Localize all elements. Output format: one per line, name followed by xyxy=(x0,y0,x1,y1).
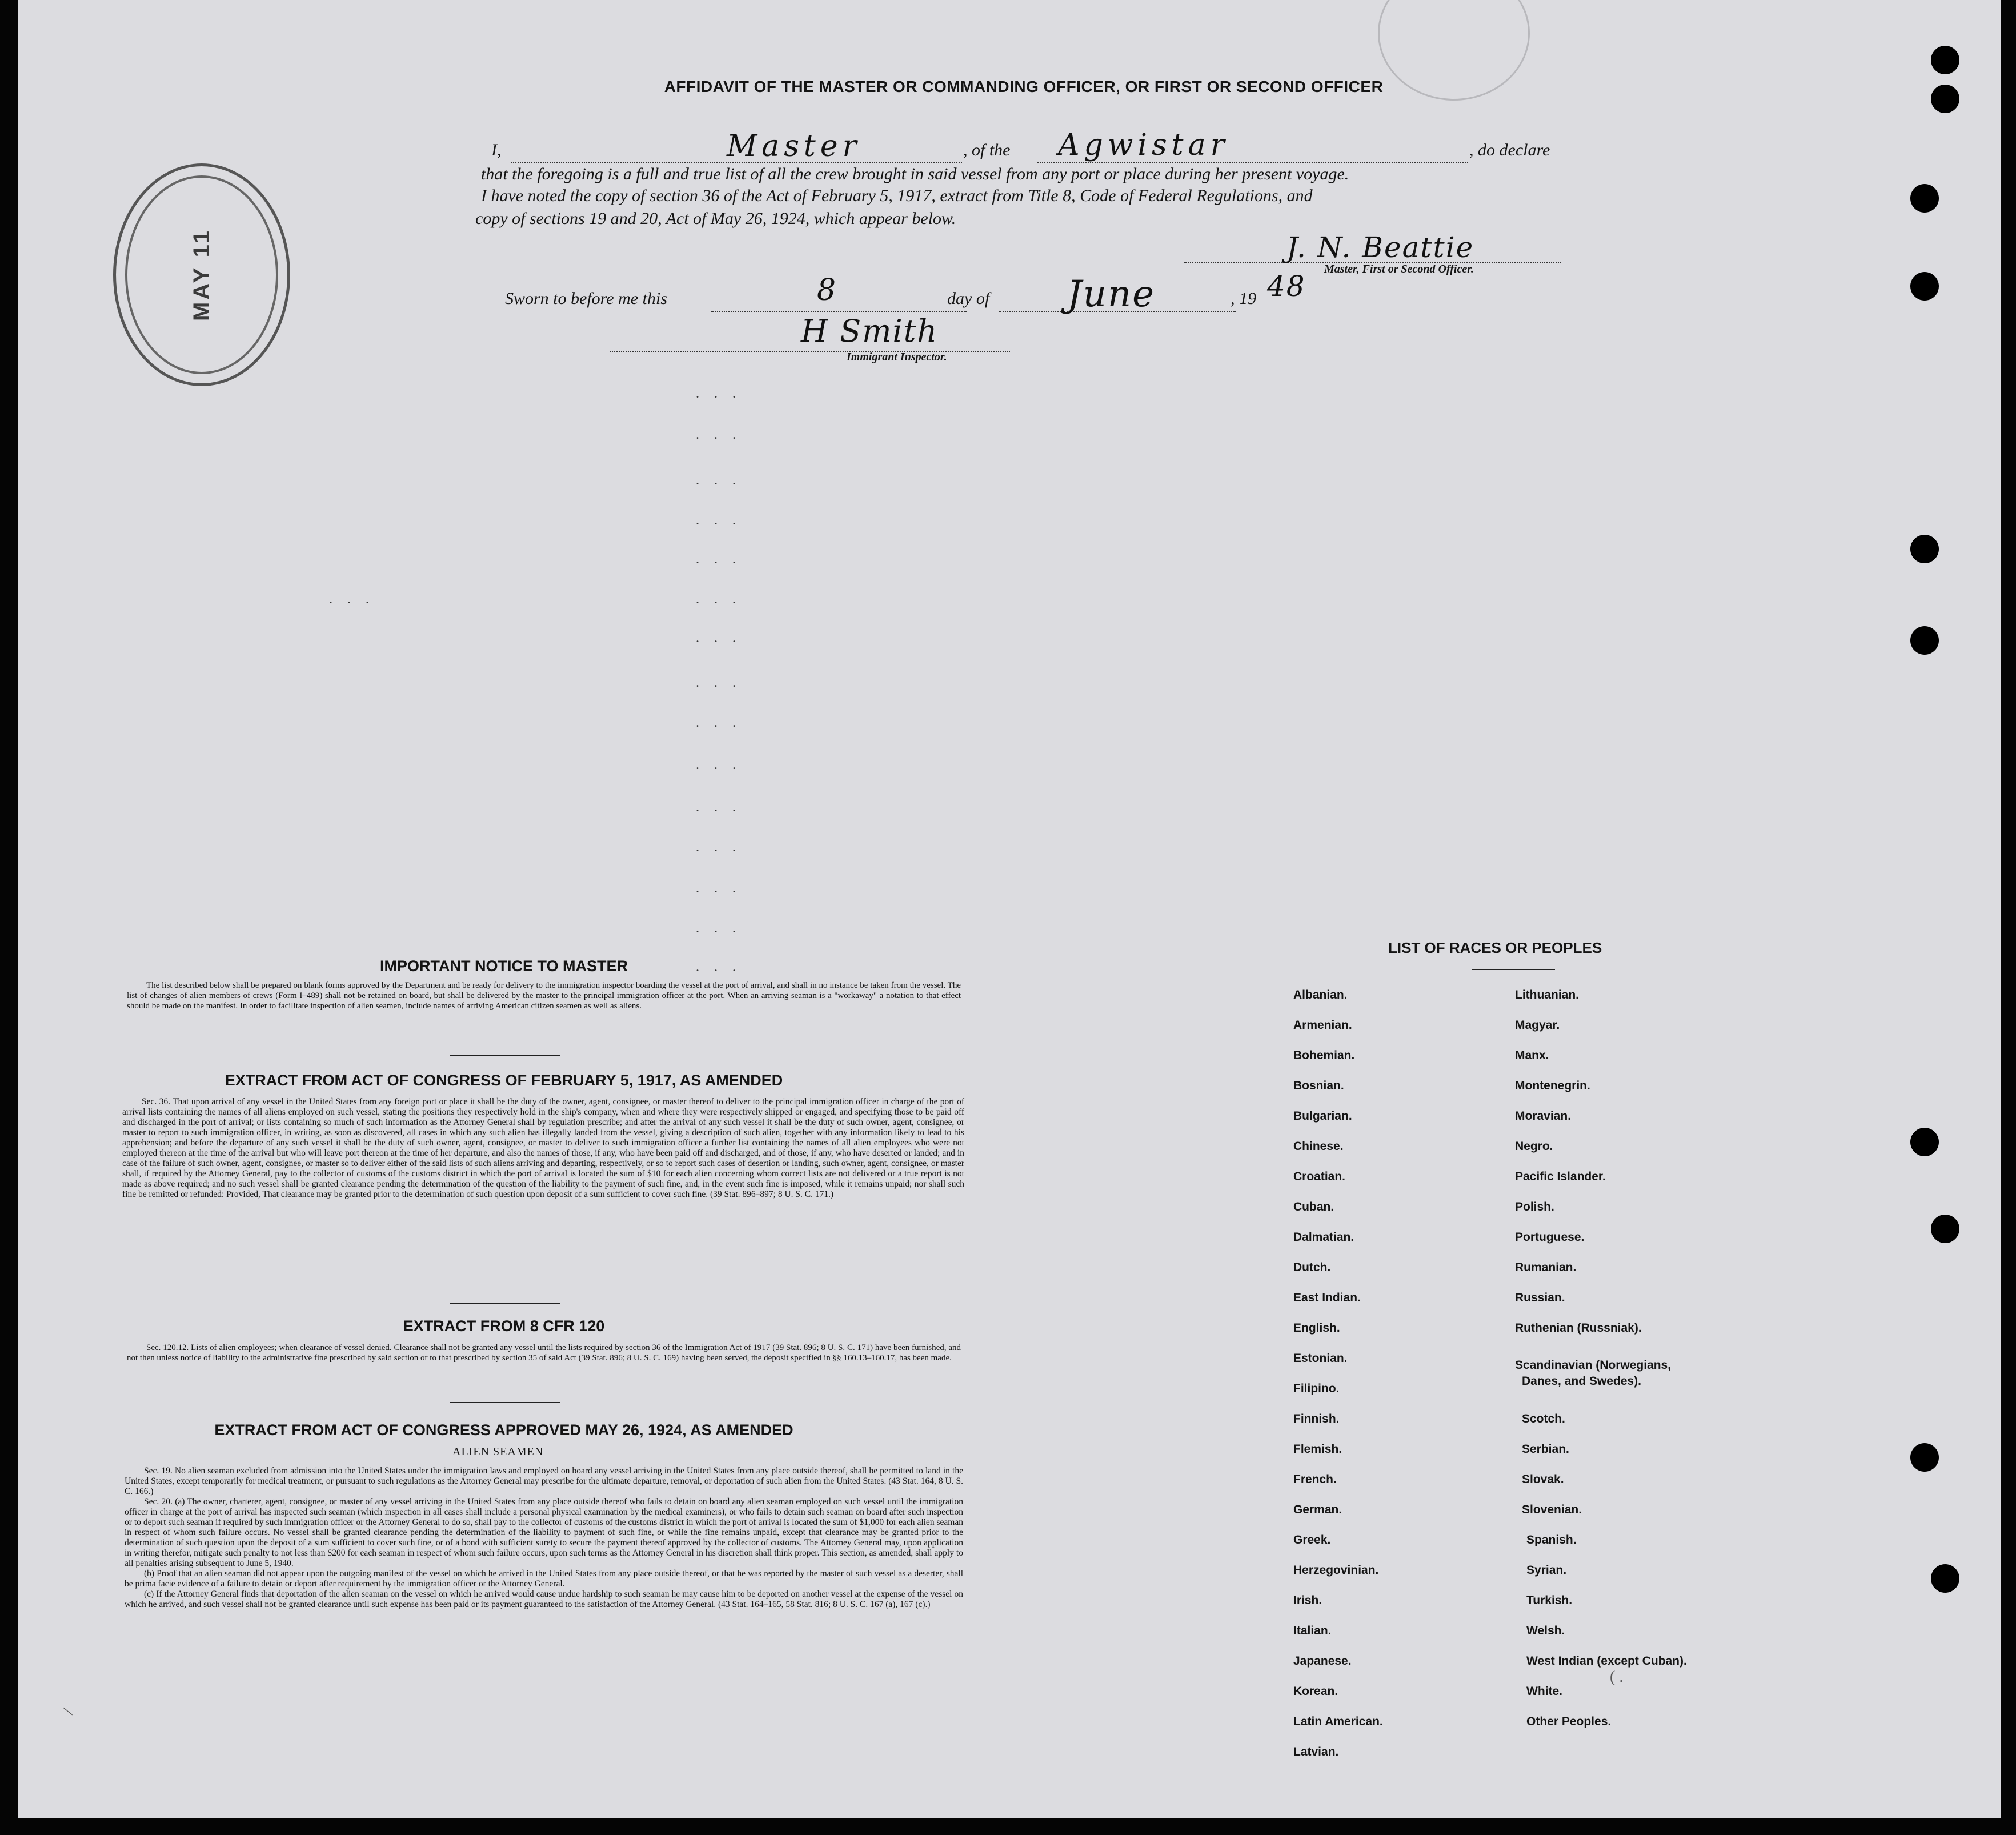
race-item: Magyar. xyxy=(1515,1019,1560,1032)
race-item: Bulgarian. xyxy=(1293,1109,1352,1123)
race-item: Herzegovinian. xyxy=(1293,1564,1379,1577)
race-item: Other Peoples. xyxy=(1526,1715,1612,1728)
race-item: Dalmatian. xyxy=(1293,1231,1354,1244)
sec-20b-text: (b) Proof that an alien seaman did not appear upon the outgoing manifest of the vessel on which he arrived in the United States from any place outside thereof, or that he was reported by the master of such vessel as a deserter, shall be prima facie evidence of a failure to detain or deport after requirement by the immigration officer or the Attorney General. xyxy=(125,1569,963,1589)
race-item: Filipino. xyxy=(1293,1382,1340,1395)
year-prefix: , 19 xyxy=(1231,289,1256,308)
race-item: Estonian. xyxy=(1293,1352,1348,1365)
divider xyxy=(1472,969,1555,970)
dot-leader: . . . xyxy=(696,427,742,442)
race-item: White. xyxy=(1526,1685,1562,1698)
race-item: Negro. xyxy=(1515,1140,1553,1153)
race-item: Bohemian. xyxy=(1293,1049,1355,1062)
race-item: Cuban. xyxy=(1293,1200,1334,1213)
race-item: French. xyxy=(1293,1473,1337,1486)
binder-hole xyxy=(1910,626,1939,655)
stray-mark: ( . xyxy=(1610,1668,1624,1686)
race-item: West Indian (except Cuban). xyxy=(1526,1654,1687,1668)
race-item: English. xyxy=(1293,1321,1340,1335)
binder-hole xyxy=(1910,1443,1939,1472)
race-item: Finnish. xyxy=(1293,1412,1340,1425)
race-item: Ruthenian (Russniak). xyxy=(1515,1321,1642,1335)
sec-20c-text: (c) If the Attorney General finds that deportation of the alien seaman on the vessel on which he arrived would cause undue hardship to such seaman he may cause him to be deported on another vessel at the expense of the vessel on which he arrived, and such vessel shall not be granted clearance until such expense has been paid or its payment guaranteed to the satisfaction of the Attorney General. (43 Stat. 164–165, 58 Stat. 816; 8 U. S. C. 167 (a), 167 (c).) xyxy=(125,1589,963,1609)
extract-cfr-text: Sec. 120.12. Lists of alien employees; when clearance of vessel denied. Clearance shall not be granted any vessel until the lists required by section 36 of the Immigration Act of 1917 (39 Stat. 896; 8 U. S. C. 171) have been furnished, and not then unless notice of liability to the administrative fine prescribed by said section or to that prescribed by section 35 of said Act (39 Stat. 896; 8 U. S. C. 169) having been served, the deposit specified in §§ 160.13–160.17, has been made. xyxy=(127,1343,961,1363)
title-handwritten: Master xyxy=(727,129,861,163)
race-item: Slovenian. xyxy=(1522,1503,1582,1516)
extract-1924-subheading: ALIEN SEAMEN xyxy=(452,1445,544,1458)
dot-leader: . . . xyxy=(696,631,742,646)
declaration-line-3: I have noted the copy of section 36 of the Act of February 5, 1917, extract from Title 8, Code of Federal Regulations, and xyxy=(481,186,1313,205)
race-item: Spanish. xyxy=(1526,1533,1577,1546)
race-item: Danes, and Swedes). xyxy=(1522,1375,1641,1388)
extract-cfr-heading: EXTRACT FROM 8 CFR 120 xyxy=(403,1317,605,1335)
sec-20a-text: Sec. 20. (a) The owner, charterer, agent, consignee, or master of any vessel arriving in the United States from any place outside thereof who fails to detain on board any alien seaman employed on such vessel until the immigration officer in charge at the port of arrival has inspected such seaman (which inspection in all cases shall include a personal physical examination by the medical examiners), or who fails to detain such seaman on board after such inspection or to deport such seaman if required by such immigration officer or the Attorney General to do so, shall pay to the collector of customs of the customs district in which the port of arrival is located the sum of $1,000 for each alien seaman in respect of whom such failure occurs. No vessel shall be granted clearance pending the determination of the liability to payment of such fine, or while the fine remains unpaid, except that clearance may be granted prior to the determination of such question upon the deposit of a sum sufficient to cover such fine, or of a bond with sufficient surety to secure the payment thereof approved by the collector of customs. The Attorney General may, upon application in writing therefor, mitigate such penalty to not less than $200 for each seaman in respect of whom such failure occurs, upon such terms as the Attorney General in his discretion shall think proper. This section, as amended, shall apply to all penalties arising subsequent to June 5, 1940. xyxy=(125,1497,963,1568)
dot-leader: . . . xyxy=(696,881,742,896)
race-item: Croatian. xyxy=(1293,1170,1346,1183)
binder-hole xyxy=(1910,272,1939,301)
dot-leader: . . . xyxy=(696,921,742,936)
dot-leader: . . . xyxy=(696,715,742,730)
race-item: Latvian. xyxy=(1293,1745,1339,1758)
race-item: Italian. xyxy=(1293,1624,1332,1637)
race-item: Greek. xyxy=(1293,1533,1331,1546)
vessel-handwritten: Agwistar xyxy=(1058,128,1229,162)
race-item: German. xyxy=(1293,1503,1342,1516)
race-item: Moravian. xyxy=(1515,1109,1572,1123)
sec-19-text: Sec. 19. No alien seaman excluded from admission into the United States under the immigration laws and employed on board any vessel arriving in the United States from any place outside thereof, shall be permitted to land in the United States, except temporarily for medical treatment, or pursuant to such regulations as the Attorney General may prescribe for the ultimate departure, removal, or deportation of such alien from the United States. (43 Stat. 164, 8 U. S. C. 166.) xyxy=(125,1466,963,1496)
dot-leader: . . . xyxy=(696,386,742,401)
divider xyxy=(450,1402,560,1403)
race-item: Manx. xyxy=(1515,1049,1549,1062)
race-item: Irish. xyxy=(1293,1594,1322,1607)
i-label: I, xyxy=(491,141,502,159)
race-item: Dutch. xyxy=(1293,1261,1331,1274)
race-item: Lithuanian. xyxy=(1515,988,1579,1001)
binder-hole xyxy=(1910,535,1939,563)
do-declare-label: , do declare xyxy=(1469,141,1550,159)
binder-hole xyxy=(1931,1215,1959,1243)
dot-leader: . . . xyxy=(696,592,742,607)
day-of-label: day of xyxy=(947,289,990,308)
race-item: Rumanian. xyxy=(1515,1261,1577,1274)
signature-caption: Master, First or Second Officer. xyxy=(1324,263,1474,275)
race-item: Chinese. xyxy=(1293,1140,1344,1153)
race-item: Korean. xyxy=(1293,1685,1338,1698)
race-item: Albanian. xyxy=(1293,988,1348,1001)
race-item: Bosnian. xyxy=(1293,1079,1344,1092)
divider xyxy=(450,1055,560,1056)
binder-hole xyxy=(1931,1564,1959,1593)
dot-leader: . . . xyxy=(696,840,742,855)
dot-leader: . . . xyxy=(696,800,742,815)
race-item: Montenegrin. xyxy=(1515,1079,1590,1092)
declaration-line-2: that the foregoing is a full and true list of all the crew brought in said vessel from any port or place during her present voyage. xyxy=(481,165,1349,183)
races-heading: LIST OF RACES OR PEOPLES xyxy=(1388,939,1602,956)
binder-hole xyxy=(1910,1128,1939,1156)
race-item: Japanese. xyxy=(1293,1654,1352,1668)
master-signature: J. N. Beattie xyxy=(1286,231,1474,264)
affidavit-page xyxy=(18,0,2001,1818)
dot-leader: . . . xyxy=(696,473,742,488)
extract-1917-block xyxy=(122,1097,964,1200)
of-the-label: , of the xyxy=(963,141,1011,159)
race-item: Slovak. xyxy=(1522,1473,1564,1486)
inspector-signature: H Smith xyxy=(801,313,939,349)
notice-heading: IMPORTANT NOTICE TO MASTER xyxy=(380,957,628,975)
affidavit-title: AFFIDAVIT OF THE MASTER OR COMMANDING OFFICER, OR FIRST OR SECOND OFFICER xyxy=(664,78,1384,95)
extract-cfr-block xyxy=(127,1343,961,1363)
race-item: Portuguese. xyxy=(1515,1231,1585,1244)
binder-hole xyxy=(1931,46,1959,74)
race-item: Syrian. xyxy=(1526,1564,1567,1577)
declaration-line-4: copy of sections 19 and 20, Act of May 26, 1924, which appear below. xyxy=(475,209,956,228)
race-item: Latin American. xyxy=(1293,1715,1383,1728)
race-item: Russian. xyxy=(1515,1291,1565,1304)
sworn-label: Sworn to before me this xyxy=(505,289,667,308)
dot-leader: . . . xyxy=(329,592,375,607)
race-item: Armenian. xyxy=(1293,1019,1352,1032)
extract-1917-heading: EXTRACT FROM ACT OF CONGRESS OF FEBRUARY 5, 1917, AS AMENDED xyxy=(225,1072,783,1089)
race-item: Welsh. xyxy=(1526,1624,1565,1637)
extract-1924-block xyxy=(125,1466,963,1610)
race-item: Polish. xyxy=(1515,1200,1554,1213)
dot-leader: . . . xyxy=(696,513,742,528)
notice-text-block xyxy=(127,980,961,1011)
month-handwritten: June xyxy=(1067,273,1155,315)
extract-1924-heading: EXTRACT FROM ACT OF CONGRESS APPROVED MAY 26, 1924, AS AMENDED xyxy=(214,1421,793,1439)
race-item: East Indian. xyxy=(1293,1291,1361,1304)
race-item: Scotch. xyxy=(1522,1412,1565,1425)
race-item: Flemish. xyxy=(1293,1443,1342,1456)
race-item: Pacific Islander. xyxy=(1515,1170,1606,1183)
day-handwritten: 8 xyxy=(817,273,841,307)
dot-leader: . . . xyxy=(696,758,742,772)
race-item: Serbian. xyxy=(1522,1443,1569,1456)
year-handwritten: 48 xyxy=(1267,270,1306,303)
date-stamp xyxy=(113,163,290,386)
dot-leader: . . . xyxy=(696,675,742,690)
race-item: Turkish. xyxy=(1526,1594,1573,1607)
divider xyxy=(450,1303,560,1304)
dot-leader: . . . xyxy=(696,960,742,975)
binder-hole xyxy=(1931,85,1959,113)
extract-1917-text: Sec. 36. That upon arrival of any vessel in the United States from any foreign port or place it shall be the duty of the owner, agent, consignee, or master thereof to deliver to the principal immigration officer in charge of the port of arrival lists containing the names of all aliens employed on such vessel, stating the positions they respectively hold in the ship's company, when and where they were respectively shipped or engaged, and specifying those to be paid off and discharged in the port of arrival; or lists containing so much of such information as the Attorney General shall by regulation prescribe; and after the arrival of any such vessel it shall be the duty of such owner, agent, consignee, or master to report to such immigration officer, in writing, as soon as discovered, all cases in which any such alien has illegally landed from the vessel, giving a description of such alien, together with any information likely to lead to his apprehension; and before the departure of any such vessel it shall be the duty of such owner, agent, consignee, or master to deliver to such immigration officer a further list containing the names of all alien employees who were not employed thereon at the time of the arrival but who will leave port thereon at the time of her departure, and also the names of those, if any, who have been paid off and discharged, and of those, if any, who have deserted or landed; and in case of the failure of such owner, agent, consignee, or master so to deliver either of the said lists of such aliens arriving and departing, respectively, or so to report such cases of desertion or landing, such owner, agent, consignee, or master shall, if required by the Attorney General, pay to the collector of customs of the customs district in which the port of arrival is located the sum of $10 for each alien concerning whom correct lists are not delivered or a true report is not made as above required; and no such vessel shall be granted clearance pending the determination of the question of the liability to the payment of such fine, and, in the event such fine is imposed, while it remains unpaid; nor shall such fine be remitted or refunded: Provided, That clearance may be granted prior to the determination of such question upon deposit of a sum sufficient to cover such fine. (39 Stat. 896–897; 8 U. S. C. 171.) xyxy=(122,1097,964,1199)
binder-hole xyxy=(1910,184,1939,213)
stray-mark: / xyxy=(59,1706,78,1717)
inspector-caption: Immigrant Inspector. xyxy=(847,351,947,363)
date-stamp-text: MAY 11 xyxy=(189,229,214,321)
race-item: Scandinavian (Norwegians, xyxy=(1515,1359,1672,1372)
dot-leader: . . . xyxy=(696,552,742,567)
notice-text: The list described below shall be prepared on blank forms approved by the Department and be ready for delivery to the immigration inspector boarding the vessel at the port of arrival, and shall in no instance be taken from the vessel. The list of changes of alien members of crews (Form I–489) shall not be retained on board, but shall be delivered by the master to the principal immigration officer at the port. When an arriving seaman is a "workaway" a notation to that effect should be made on the manifest. In order to facilitate inspection of alien seamen, include names of arriving American citizen seamen as well as aliens. xyxy=(127,981,961,1011)
